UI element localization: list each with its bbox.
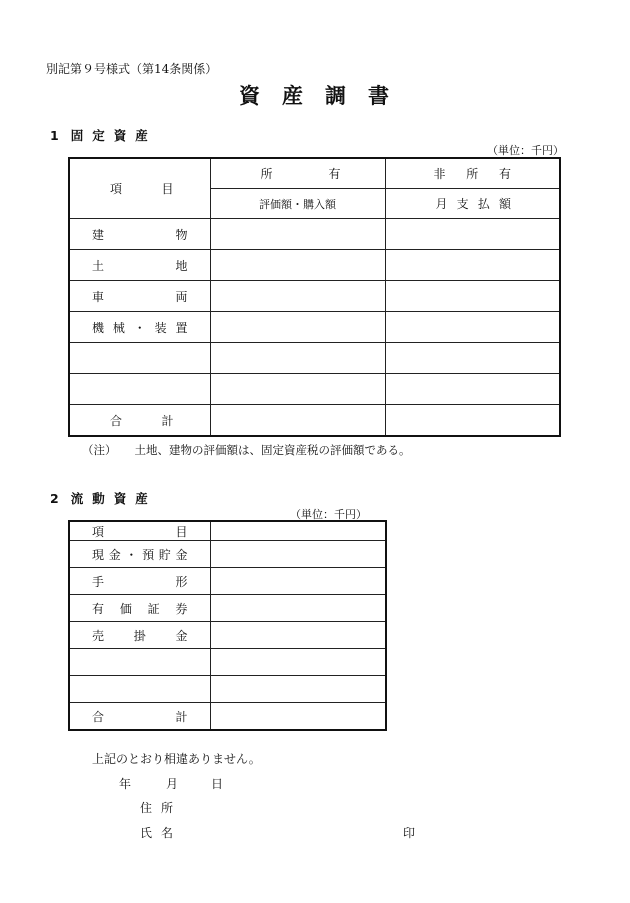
- row-label-blank[interactable]: [69, 676, 210, 703]
- row-label-blank[interactable]: [69, 649, 210, 676]
- table-row: [69, 649, 386, 676]
- table-row: [69, 219, 560, 250]
- owned-cell[interactable]: [210, 312, 385, 343]
- table-row: [69, 676, 386, 703]
- form-number: 別記第９号様式（第14条関係）: [46, 62, 218, 76]
- not-owned-cell[interactable]: [385, 250, 560, 281]
- current-assets-table: [68, 520, 387, 731]
- row-label-cash: 現 金 ・ 預 貯 金: [69, 541, 210, 568]
- row-label-total: 合 計: [69, 405, 210, 437]
- row-label-vehicle: 車 両: [69, 281, 210, 312]
- header-item: 項 目: [69, 158, 210, 219]
- table-row: [69, 595, 386, 622]
- address-label: 住 所: [140, 801, 174, 815]
- date-day-label: 日: [211, 777, 224, 791]
- date-month-label: 月: [166, 777, 179, 791]
- total-value-cell[interactable]: [210, 703, 386, 731]
- table-row-header: [69, 521, 386, 541]
- header-value: [210, 521, 386, 541]
- not-owned-cell[interactable]: [385, 374, 560, 405]
- table-row: [69, 281, 560, 312]
- table-row-total: [69, 405, 560, 437]
- owned-total-cell[interactable]: [210, 405, 385, 437]
- section1-unit: （単位：千円）: [487, 144, 564, 157]
- table-row: [69, 541, 386, 568]
- header-owned-sub: 評価額・購入額: [210, 189, 385, 219]
- owned-cell[interactable]: [210, 250, 385, 281]
- row-label-bills: 手 形: [69, 568, 210, 595]
- row-label-blank[interactable]: [69, 343, 210, 374]
- table-row: [69, 622, 386, 649]
- value-cell[interactable]: [210, 676, 386, 703]
- row-label-land: 土 地: [69, 250, 210, 281]
- date-year-label: 年: [119, 777, 132, 791]
- document-title: 資 産 調 書: [239, 84, 391, 108]
- table-row: [69, 312, 560, 343]
- value-cell[interactable]: [210, 622, 386, 649]
- row-label-receivables: 売 掛 金: [69, 622, 210, 649]
- owned-cell[interactable]: [210, 374, 385, 405]
- section2-unit: （単位：千円）: [290, 508, 367, 521]
- table-row: [69, 250, 560, 281]
- value-cell[interactable]: [210, 649, 386, 676]
- seal-mark: 印: [403, 826, 416, 840]
- not-owned-cell[interactable]: [385, 312, 560, 343]
- name-label: 氏 名: [140, 826, 174, 840]
- row-label-machinery: 機 械 ・ 装 置: [69, 312, 210, 343]
- header-not-owned: 非 所 有: [385, 158, 560, 189]
- row-label-total: 合 計: [69, 703, 210, 731]
- table-row-total: [69, 703, 386, 731]
- owned-cell[interactable]: [210, 281, 385, 312]
- table-row: [69, 343, 560, 374]
- row-label-building: 建 物: [69, 219, 210, 250]
- table-row: [69, 568, 386, 595]
- row-label-blank[interactable]: [69, 374, 210, 405]
- owned-cell[interactable]: [210, 343, 385, 374]
- not-owned-cell[interactable]: [385, 281, 560, 312]
- header-item: 項 目: [69, 521, 210, 541]
- fixed-assets-table: [68, 157, 561, 437]
- table-row: [69, 374, 560, 405]
- header-owned: 所 有: [210, 158, 385, 189]
- value-cell[interactable]: [210, 541, 386, 568]
- note: （注） 土地、建物の評価額は、固定資産税の評価額である。: [82, 443, 411, 457]
- owned-cell[interactable]: [210, 219, 385, 250]
- section2-title: 2 流 動 資 産: [50, 491, 148, 506]
- section1-title: 1 固 定 資 産: [50, 128, 148, 143]
- not-owned-cell[interactable]: [385, 343, 560, 374]
- value-cell[interactable]: [210, 568, 386, 595]
- closing-statement: 上記のとおり相違ありません。: [92, 752, 261, 766]
- value-cell[interactable]: [210, 595, 386, 622]
- row-label-securities: 有 価 証 券: [69, 595, 210, 622]
- not-owned-cell[interactable]: [385, 219, 560, 250]
- not-owned-total-cell[interactable]: [385, 405, 560, 437]
- header-not-owned-sub: 月 支 払 額: [385, 189, 560, 219]
